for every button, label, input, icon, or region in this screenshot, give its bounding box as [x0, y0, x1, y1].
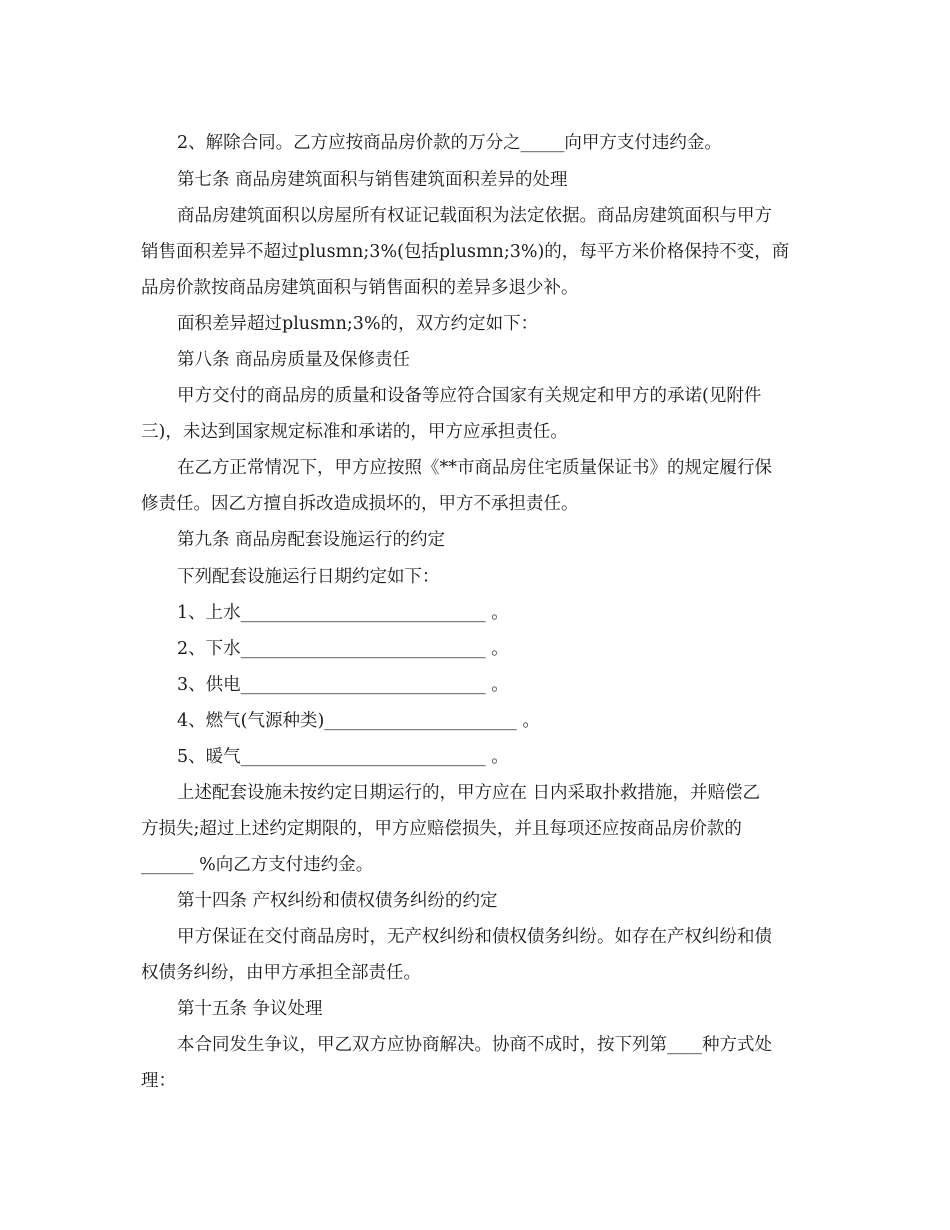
text-line: 2、解除合同。乙方应按商品房价款的万分之_____向甲方支付违约金。	[177, 133, 722, 153]
section-heading: 第七条 商品房建筑面积与销售建筑面积差异的处理	[177, 170, 568, 190]
text-line: 面积差异超过plusmn;3%的，双方约定如下：	[177, 314, 539, 334]
section-heading: 第十四条 产权纠纷和债权债务纠纷的约定	[177, 891, 498, 911]
text-line: 上述配套设施未按约定日期运行的，甲方应在 日内采取扑救措施，并赔偿乙	[177, 783, 761, 803]
section-heading: 第八条 商品房质量及保修责任	[177, 350, 411, 370]
text-line: 权债务纠纷，由甲方承担全部责任。	[141, 963, 421, 983]
text-line: 方损失;超过上述约定期限的，甲方应赔偿损失，并且每项还应按商品房价款的	[141, 819, 742, 839]
text-line: 品房价款按商品房建筑面积与销售面积的差异多退少补。	[141, 278, 579, 298]
list-item: 4、燃气(气源种类)______________________ 。	[177, 711, 540, 731]
text-line: 下列配套设施运行日期约定如下：	[177, 567, 440, 587]
list-item: 3、供电____________________________ 。	[177, 675, 509, 695]
list-item: 1、上水____________________________ 。	[177, 603, 509, 623]
text-line: 甲方交付的商品房的质量和设备等应符合国家有关规定和甲方的承诺(见附件	[177, 386, 762, 406]
text-line: 三)，未达到国家规定标准和承诺的，甲方应承担责任。	[141, 422, 568, 442]
text-line: ______ %向乙方支付违约金。	[141, 855, 374, 875]
text-line: 本合同发生争议，甲乙双方应协商解决。协商不成时，按下列第____种方式处	[177, 1035, 772, 1055]
text-line: 商品房建筑面积以房屋所有权证记载面积为法定依据。商品房建筑面积与甲方	[177, 206, 772, 226]
section-heading: 第十五条 争议处理	[177, 999, 323, 1019]
section-heading: 第九条 商品房配套设施运行的约定	[177, 530, 446, 550]
list-item: 2、下水____________________________ 。	[177, 639, 509, 659]
text-line: 在乙方正常情况下，甲方应按照《**市商品房住宅质量保证书》的规定履行保	[177, 458, 772, 478]
text-line: 销售面积差异不超过plusmn;3%(包括plusmn;3%)的，每平方米价格保持不变，商	[141, 242, 790, 262]
text-line: 理：	[141, 1071, 176, 1091]
text-line: 甲方保证在交付商品房时，无产权纠纷和债权债务纠纷。如存在产权纠纷和债	[177, 927, 772, 947]
list-item: 5、暖气____________________________ 。	[177, 747, 509, 767]
text-line: 修责任。因乙方擅自拆改造成损坏的，甲方不承担责任。	[141, 494, 579, 514]
